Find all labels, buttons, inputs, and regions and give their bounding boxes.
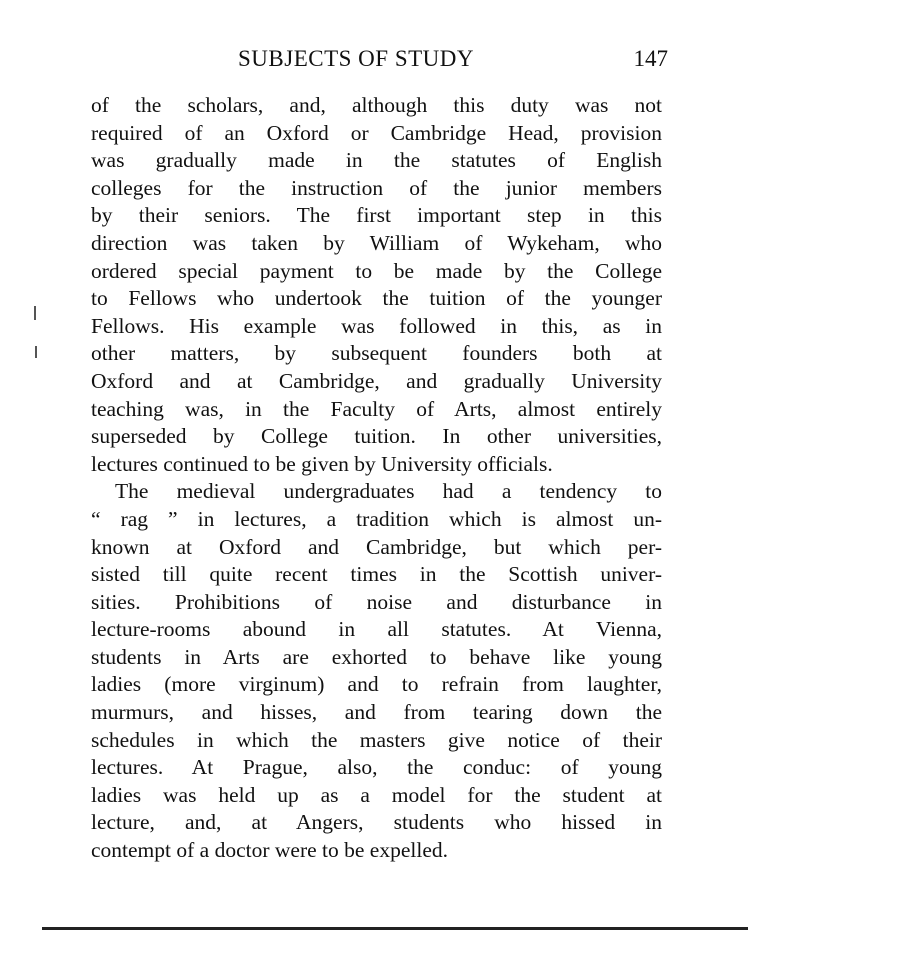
running-head-title: SUBJECTS OF STUDY: [238, 46, 474, 71]
text-line: ladies (more virginum) and to refrain from laughter,: [91, 672, 662, 697]
margin-mark: [35, 346, 37, 358]
text-line: by their seniors. The first important step in this: [91, 203, 662, 228]
text-line: Fellows. His example was followed in this, as in: [91, 313, 662, 338]
text-line: direction was taken by William of Wykeham, who: [91, 230, 662, 255]
paragraph-1: [91, 92, 662, 478]
text-line: Oxford and at Cambridge, and gradually University: [91, 368, 662, 393]
bottom-rule: [42, 927, 748, 930]
text-line: was gradually made in the statutes of English: [91, 148, 662, 173]
text-line: superseded by College tuition. In other universities,: [91, 424, 662, 449]
text-line: ladies was held up as a model for the student at: [91, 782, 662, 807]
running-head: [238, 44, 668, 74]
body-text: [91, 92, 662, 865]
page-number: 147: [633, 46, 668, 71]
margin-mark: [34, 306, 36, 320]
text-line: schedules in which the masters give notice of their: [91, 727, 662, 752]
text-line: students in Arts are exhorted to behave like young: [91, 644, 662, 669]
text-line: colleges for the instruction of the junior members: [91, 175, 662, 200]
text-line: “ rag ” in lectures, a tradition which is almost un-: [91, 506, 662, 531]
text-line: required of an Oxford or Cambridge Head, provision: [91, 120, 662, 145]
text-line: known at Oxford and Cambridge, but which per-: [91, 534, 662, 559]
text-line: lectures continued to be given by University officials.: [91, 451, 553, 476]
text-line: sities. Prohibitions of noise and disturbance in: [91, 589, 662, 614]
text-line: The medieval undergraduates had a tendency to: [115, 479, 662, 504]
text-line: to Fellows who undertook the tuition of the younger: [91, 286, 662, 311]
text-line: lecture-rooms abound in all statutes. At Vienna,: [91, 617, 662, 642]
text-line: other matters, by subsequent founders both at: [91, 341, 662, 366]
text-line: lecture, and, at Angers, students who hissed in: [91, 810, 662, 835]
text-line: lectures. At Prague, also, the conduc: of young: [91, 755, 662, 780]
text-line: ordered special payment to be made by the College: [91, 258, 662, 283]
text-line: murmurs, and hisses, and from tearing down the: [91, 700, 662, 725]
paragraph-2: [91, 478, 662, 864]
text-line: sisted till quite recent times in the Scottish univer-: [91, 562, 662, 587]
text-line: of the scholars, and, although this duty was not: [91, 93, 662, 117]
text-line: contempt of a doctor were to be expelled.: [91, 838, 448, 863]
text-line: teaching was, in the Faculty of Arts, almost entirely: [91, 396, 662, 421]
